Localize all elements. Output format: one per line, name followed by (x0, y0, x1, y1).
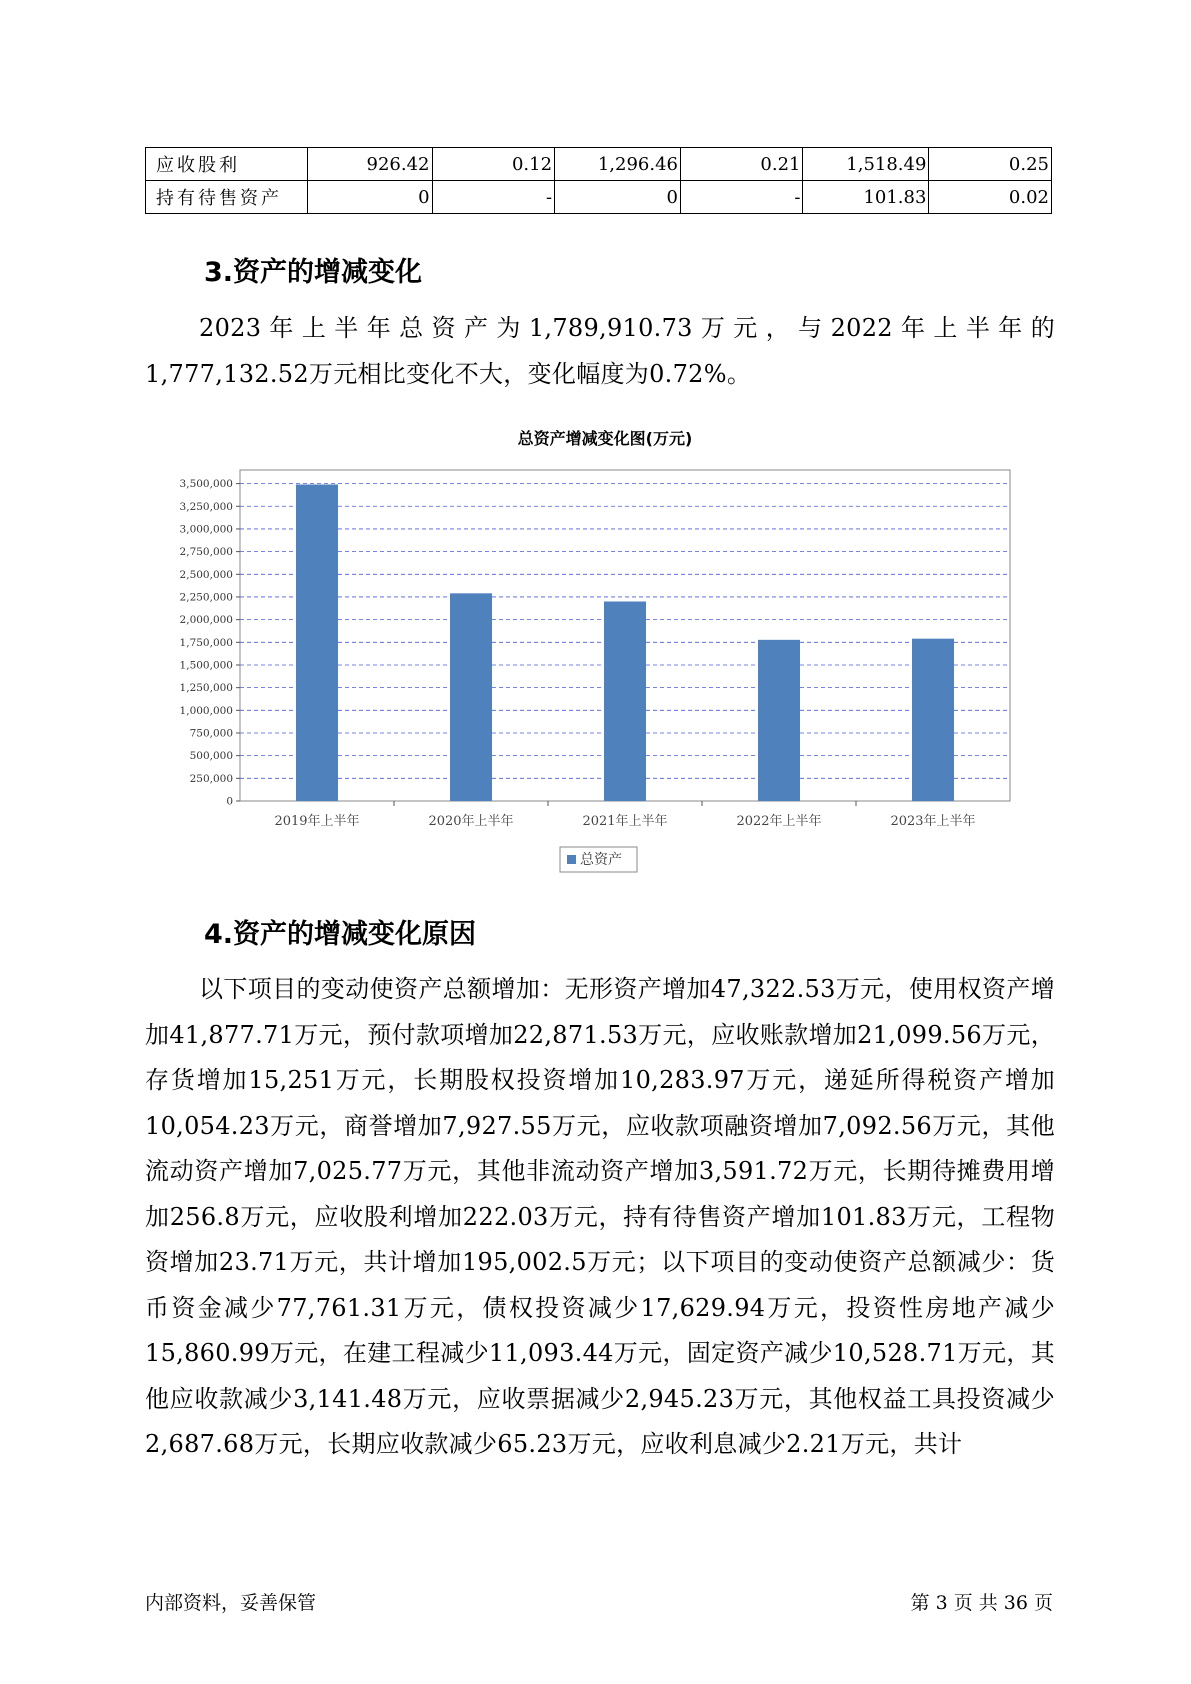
table-cell: 0.02 (929, 181, 1052, 214)
section-paragraph: 以下项目的变动使资产总额增加：无形资产增加47,322.53万元，使用权资产增加41,877.71万元，预付款项增加22,871.53万元，应收账款增加21,099.56万元，存货增加15,251万元，长期股权投资增加10,283.97万元，递延所得税资产增加10,054.23万元，商誉增加7,927.55万元，应收款项融资增加7,092.56万元，其他流动资产增加7,025.77万元，其他非流动资产增加3,591.72万元，长期待摊费用增加256.8万元，应收股利增加222.03万元，持有待售资产增加101.83万元，工程物资增加23.71万元，共计增加195,002.5万元；以下项目的变动使资产总额减少：货币资金减少77,761.31万元，债权投资减少17,629.94万元，投资性房地产减少15,860.99万元，在建工程减少11,093.44万元，固定资产减少10,528.71万元，其他应收款减少3,141.48万元，应收票据减少2,945.23万元，其他权益工具投资减少2,687.68万元，长期应收款减少65.23万元，应收利息减少2.21万元，共计 (145, 975, 1055, 1458)
total-assets-bar-chart (160, 415, 1040, 885)
y-tick-label: 750,000 (189, 727, 233, 740)
chart-title: 总资产增减变化图(万元) (517, 429, 693, 448)
legend-label: 总资产 (580, 852, 622, 868)
section-heading: 3.资产的增减变化 (204, 257, 423, 288)
y-tick-label: 1,750,000 (179, 636, 233, 649)
y-tick-label: 3,000,000 (179, 523, 233, 536)
y-tick-label: 1,250,000 (179, 682, 233, 695)
x-tick-label: 2023年上半年 (890, 814, 976, 829)
y-tick-label: 0 (226, 795, 233, 808)
table-cell: 应收股利 (146, 148, 308, 181)
bar (758, 640, 800, 801)
table-cell: 1,518.49 (803, 148, 929, 181)
asset-table (145, 147, 1052, 214)
y-tick-label: 2,750,000 (179, 546, 233, 559)
y-tick-label: 2,250,000 (179, 591, 233, 604)
section-heading: 4.资产的增减变化原因 (204, 919, 477, 950)
y-tick-label: 2,000,000 (179, 614, 233, 627)
y-tick-label: 1,500,000 (179, 659, 233, 672)
footer-confidential-note: 内部资料，妥善保管 (145, 1592, 317, 1614)
table-cell: - (680, 181, 803, 214)
y-tick-label: 3,250,000 (179, 500, 233, 513)
table-cell: 持有待售资产 (146, 181, 308, 214)
table-cell: 0 (308, 181, 432, 214)
table-cell: 0.21 (680, 148, 803, 181)
bar (450, 593, 492, 801)
section-paragraph: 2023年上半年总资产为1,789,910.73万元，与2022年上半年的1,777,132.52万元相比变化不大，变化幅度为0.72%。 (145, 314, 1055, 388)
table-cell: 0.12 (432, 148, 555, 181)
bar (912, 639, 954, 801)
y-tick-label: 250,000 (189, 772, 233, 785)
y-tick-label: 1,000,000 (179, 704, 233, 717)
table-cell: 0.25 (929, 148, 1052, 181)
x-tick-label: 2021年上半年 (582, 814, 668, 829)
footer-page-number: 第 3 页 共 36 页 (910, 1592, 1053, 1614)
y-tick-label: 500,000 (189, 750, 233, 763)
table-cell: 1,296.46 (555, 148, 681, 181)
table-cell: - (432, 181, 555, 214)
table-row (146, 148, 1052, 181)
table-cell: 926.42 (308, 148, 432, 181)
x-tick-label: 2020年上半年 (428, 814, 514, 829)
table-row (146, 181, 1052, 214)
y-tick-label: 2,500,000 (179, 568, 233, 581)
legend-swatch (567, 855, 576, 864)
x-tick-label: 2022年上半年 (736, 814, 822, 829)
bar (296, 485, 338, 801)
table-cell: 0 (555, 181, 681, 214)
y-tick-label: 3,500,000 (179, 478, 233, 491)
bar (604, 601, 646, 801)
table-cell: 101.83 (803, 181, 929, 214)
x-tick-label: 2019年上半年 (274, 814, 360, 829)
